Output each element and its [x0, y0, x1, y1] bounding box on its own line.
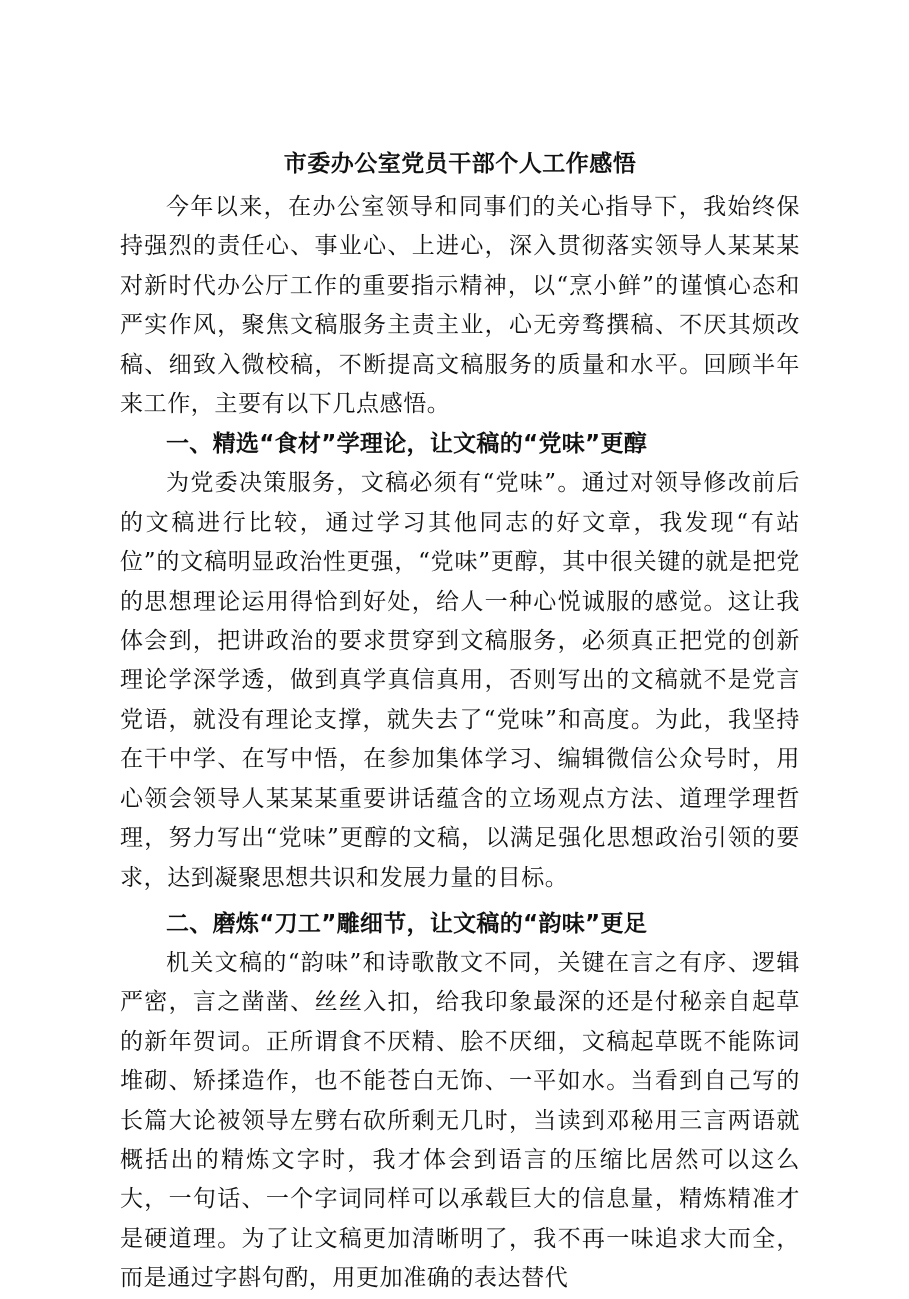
document-title: 市委办公室党员干部个人工作感悟: [283, 150, 637, 177]
section-body-1: 为党委决策服务，文稿必须有“党味”。通过对领导修改前后的文稿进行比较，通过学习其他同志的好文章，我发现“有站位”的文稿明显政治性更强，“党味”更醇，其中很关键的就是把党的思想理论运用得恰到好处，给人一种心悦诚服的感觉。这让我体会到，把讲政治的要求贯穿到文稿服务，必须真正把党的创新理论学深学透，做到真学真信真用，否则写出的文稿就不是党言党语，就没有理论支撑，就失去了“党味”和高度。为此，我坚持在干中学、在写中悟，在参加集体学习、编辑微信公众号时，用心领会领导人某某某重要讲话蕴含的立场观点方法、道理学理哲理，努力写出“党味”更醇的文稿，以满足强化思想政治引领的要求，达到凝聚思想共识和发展力量的目标。: [120, 470, 800, 891]
section-heading-2: 二、磨炼“刀工”雕细节，让文稿的“韵味”更足: [166, 910, 648, 937]
document-page: [120, 140, 800, 1299]
section-heading-1: 一、精选“食材”学理论，让文稿的“党味”更醇: [166, 431, 648, 458]
intro-paragraph: 今年以来，在办公室领导和同事们的关心指导下，我始终保持强烈的责任心、事业心、上进心，深入贯彻落实领导人某某某对新时代办公厅工作的重要指示精神，以“烹小鲜”的谨慎心态和严实作风，聚焦文稿服务主责主业，心无旁骛撰稿、不厌其烦改稿、细致入微校稿，不断提高文稿服务的质量和水平。回顾半年来工作，主要有以下几点感悟。: [120, 194, 800, 418]
section-body-2: 机关文稿的“韵味”和诗歌散文不同，关键在言之有序、逻辑严密，言之凿凿、丝丝入扣，给我印象最深的还是付秘亲自起草的新年贺词。正所谓食不厌精、脍不厌细，文稿起草既不能陈词堆砌、矫揉造作，也不能苍白无饰、一平如水。当看到自己写的长篇大论被领导左劈右砍所剩无几时，当读到邓秘用三言两语就概括出的精炼文字时，我才体会到语言的压缩比居然可以这么大，一句话、一个字词同样可以承载巨大的信息量，精炼精准才是硬道理。为了让文稿更加清晰明了，我不再一味追求大而全，而是通过字斟句酌，用更加准确的表达替代: [120, 949, 800, 1292]
